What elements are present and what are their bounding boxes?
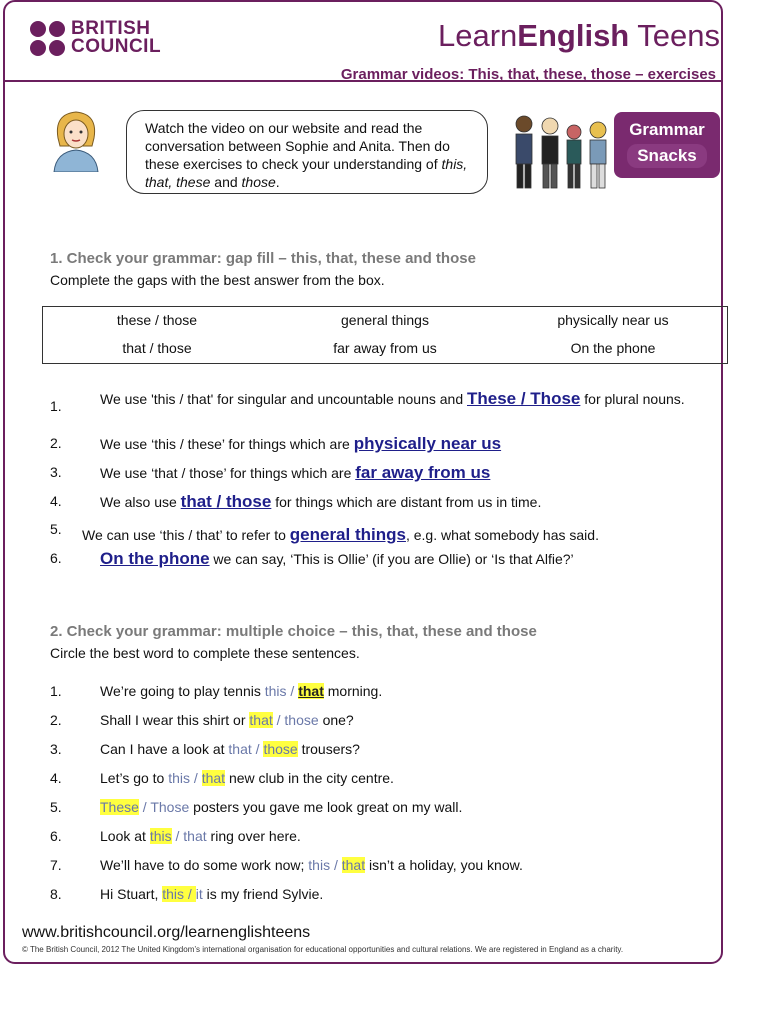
item-number: 6.: [50, 828, 62, 844]
logo-line2: COUNCIL: [71, 36, 162, 57]
item-number: 8.: [50, 886, 62, 902]
gapfill-answer: general things: [289, 525, 406, 544]
section2-title: 2. Check your grammar: multiple choice – this, that, these and those: [50, 623, 537, 640]
item-number: 1.: [50, 398, 62, 414]
page-subtitle: Grammar videos: This, that, these, those – exercises: [340, 66, 716, 83]
item-number: 1.: [50, 683, 62, 699]
box-cell: On the phone: [570, 340, 656, 356]
option-a: this: [264, 683, 287, 699]
option-a-selected: These: [100, 799, 139, 815]
item-number: 3.: [50, 741, 62, 757]
item-number: 5.: [50, 799, 62, 815]
mc-item: We’ll have to do some work now; this / that isn’t a holiday, you know.: [100, 857, 523, 873]
item-number: 5.: [50, 521, 62, 537]
box-cell: these / those: [116, 312, 198, 328]
box-cell: far away from us: [333, 340, 437, 356]
mc-item: These / Those posters you gave me look great on my wall.: [100, 799, 463, 815]
grammar-snacks-badge: [614, 112, 720, 178]
option-a: that: [228, 741, 252, 757]
british-council-logo: [30, 20, 161, 56]
section2-instruction: Circle the best word to complete these sentences.: [50, 645, 360, 661]
learnenglish-teens-brand: LearnEnglish Teens: [438, 18, 721, 53]
footer-copyright: © The British Council, 2012 The United Kingdom’s international organisation for educational opportunities and cultural relations. We are registered in England as a charity.: [22, 945, 624, 954]
item-number: 2.: [50, 435, 62, 451]
mc-item: We’re going to play tennis this / that morning.: [100, 683, 383, 699]
box-cell: general things: [341, 312, 429, 328]
mc-item: Hi Stuart, this / it is my friend Sylvie.: [100, 886, 324, 902]
mc-item: Can I have a look at that / those trousers?: [100, 741, 360, 757]
gapfill-item: We also use that / those for things which are distant from us in time.: [100, 492, 542, 511]
item-number: 7.: [50, 857, 62, 873]
item-number: 6.: [50, 550, 62, 566]
option-b-selected: that: [298, 683, 324, 699]
gapfill-answer: These / Those: [467, 389, 581, 408]
gapfill-item: We use 'this / that' for singular and uncountable nouns and These / Those for plural nouns.: [100, 389, 685, 408]
mc-item: Look at this / that ring over here.: [100, 828, 301, 844]
box-cell: physically near us: [557, 312, 669, 328]
gapfill-item: We use ‘this / these’ for things which are physically near us: [100, 434, 502, 453]
option-b-selected: that: [341, 857, 366, 873]
gapfill-answer: that / those: [180, 492, 272, 511]
option-a-selected: this: [162, 886, 185, 902]
option-b: those: [284, 712, 319, 728]
mc-item: Let’s go to this / that new club in the city centre.: [100, 770, 394, 786]
item-number: 2.: [50, 712, 62, 728]
gapfill-item: On the phone we can say, ‘This is Ollie’ (if you are Ollie) or ‘Is that Alfie?’: [100, 549, 574, 568]
section1-title: 1. Check your grammar: gap fill – this, that, these and those: [50, 250, 476, 267]
option-a: this: [308, 857, 331, 873]
item-number: 4.: [50, 493, 62, 509]
gapfill-answer: physically near us: [353, 434, 502, 453]
gapfill-answer: far away from us: [355, 463, 491, 482]
item-number: 4.: [50, 770, 62, 786]
answer-box: [42, 306, 728, 364]
logo-dots-icon: [30, 21, 65, 56]
option-b: Those: [150, 799, 190, 815]
option-a: this: [168, 770, 191, 786]
gapfill-item: We use ‘that / those’ for things which are far away from us: [100, 463, 491, 482]
option-b-selected: that: [201, 770, 226, 786]
grammar-label: Grammar: [629, 120, 705, 139]
footer-url-link[interactable]: www.britishcouncil.org/learnenglishteens: [22, 924, 311, 941]
box-cell: that / those: [122, 340, 192, 356]
item-number: 3.: [50, 464, 62, 480]
mc-item: Shall I wear this shirt or that / those one?: [100, 712, 354, 728]
girl-avatar-icon: [48, 108, 104, 172]
snacks-label: Snacks: [627, 144, 707, 168]
intro-speech-bubble: Watch the video on our website and read the conversation between Sophie and Anita. Then do these exercises to check your understanding of this, that, these and those.: [126, 110, 488, 194]
option-b-selected: those: [263, 741, 298, 757]
logo-line1: BRITISH: [71, 18, 151, 39]
option-b: it: [195, 886, 203, 902]
gapfill-item: We can use ‘this / that’ to refer to general things, e.g. what somebody has said.: [82, 525, 599, 544]
option-a-selected: this: [149, 828, 172, 844]
teens-group-illustration: [510, 110, 628, 194]
section1-instruction: Complete the gaps with the best answer from the box.: [50, 272, 385, 288]
option-b: that: [183, 828, 207, 844]
option-a-selected: that: [249, 712, 273, 728]
gapfill-answer: On the phone: [100, 549, 210, 568]
